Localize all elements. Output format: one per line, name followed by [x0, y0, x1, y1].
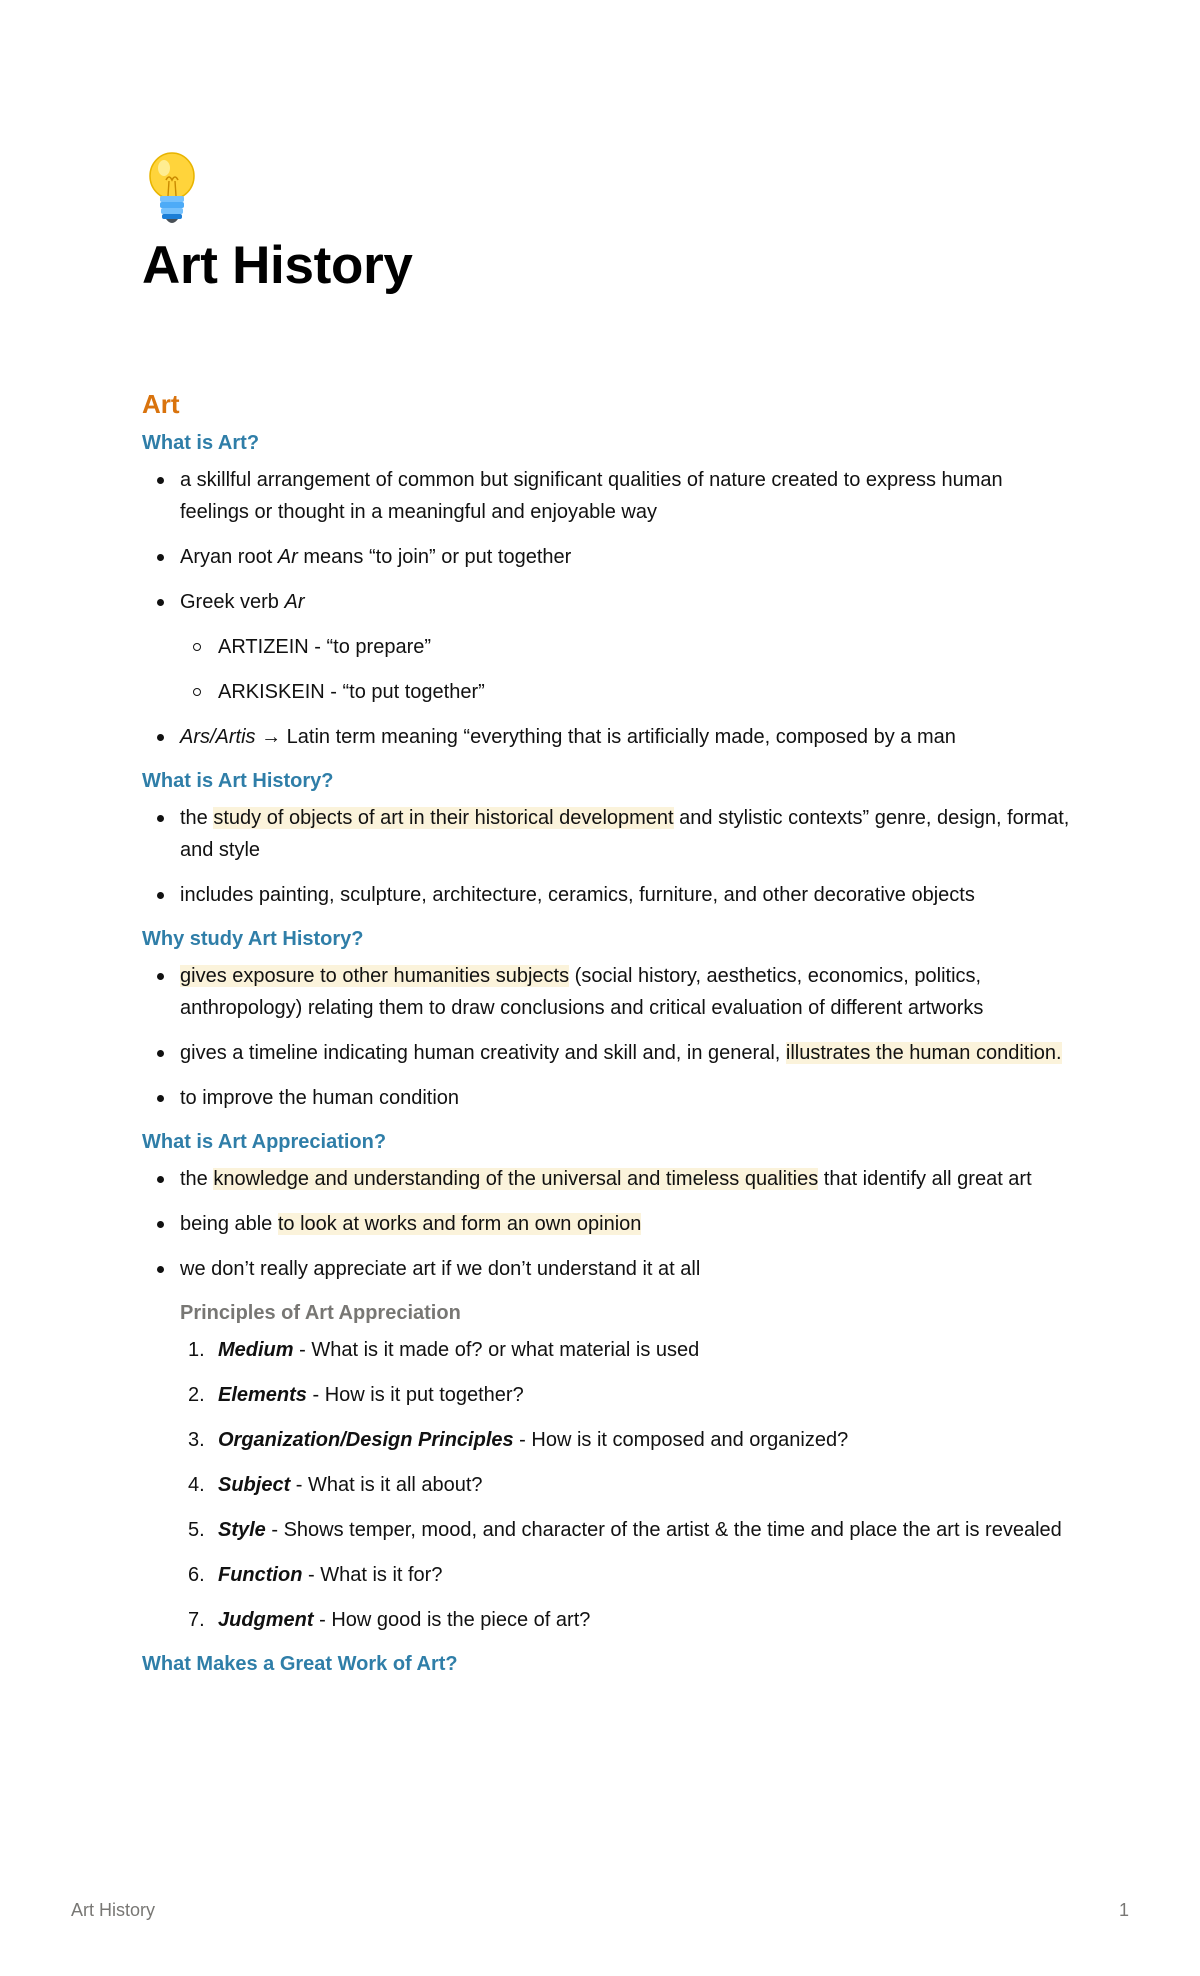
sub-list-item: ARTIZEIN - “to prepare”: [142, 631, 1072, 663]
footer-title: Art History: [71, 1900, 156, 1920]
highlighted-text: gives exposure to other humanities subjects: [180, 964, 570, 987]
highlighted-text: knowledge and understanding of the universal and timeless qualities: [213, 1167, 819, 1190]
appreciation-list: [142, 1163, 1072, 1285]
heading-what-is-art-history: What is Art History?: [142, 769, 334, 792]
art-history-list: [142, 802, 1072, 911]
heading-great-work: What Makes a Great Work of Art?: [142, 1652, 458, 1675]
heading-what-is-appreciation: What is Art Appreciation?: [142, 1130, 387, 1153]
principle-item: 1. Medium - What is it made of? or what material is used: [188, 1338, 700, 1361]
list-item: Aryan root Ar means “to join” or put together: [142, 541, 1072, 573]
list-item: a skillful arrangement of common but significant qualities of nature created to express human feelings or thought in a meaningful and enjoyable way: [142, 464, 1072, 528]
list-item: we don’t really appreciate art if we don’t understand it at all: [142, 1253, 1072, 1285]
sub-list-item: ARKISKEIN - “to put together”: [142, 676, 1072, 708]
list-item: to improve the human condition: [142, 1082, 1072, 1114]
principle-item: 6. Function - What is it for?: [188, 1563, 443, 1586]
principle-item: 7. Judgment - How good is the piece of art?: [188, 1608, 591, 1631]
page-footer: [71, 1900, 1129, 1921]
principles-list: [142, 1334, 1072, 1636]
list-item: the knowledge and understanding of the universal and timeless qualities that identify all great art: [142, 1163, 1072, 1195]
highlighted-text: illustrates the human condition.: [785, 1041, 1062, 1064]
document-page: [142, 150, 1072, 1679]
principle-item: 5. Style - Shows temper, mood, and character of the artist & the time and place the art is revealed: [188, 1518, 1062, 1541]
list-item: the study of objects of art in their historical development and stylistic contexts” genre, design, format, and style: [142, 802, 1072, 866]
list-item: being able to look at works and form an own opinion: [142, 1208, 1072, 1240]
page-title: Art History: [142, 236, 413, 295]
highlighted-text: to look at works and form an own opinion: [277, 1212, 642, 1235]
list-item: gives a timeline indicating human creativity and skill and, in general, illustrates the human condition.: [142, 1037, 1072, 1069]
list-item: gives exposure to other humanities subjects (social history, aesthetics, economics, politics, anthropology) relating them to draw conclusions and critical evaluation of different artworks: [142, 960, 1072, 1024]
list-item: Greek verb Ar: [142, 586, 1072, 618]
section-heading-art: Art: [142, 388, 180, 419]
light-bulb-icon: [142, 150, 202, 230]
principle-item: 3. Organization/Design Principles - How is it composed and organized?: [188, 1428, 849, 1451]
list-item: Ars/Artis → Latin term meaning “everything that is artificially made, composed by a man: [142, 721, 1072, 753]
principle-item: 4. Subject - What is it all about?: [188, 1473, 483, 1496]
why-study-list: [142, 960, 1072, 1114]
heading-why-study: Why study Art History?: [142, 927, 364, 950]
highlighted-text: study of objects of art in their historical development: [213, 806, 674, 829]
page-number: 1: [1118, 1900, 1129, 1920]
list-item: includes painting, sculpture, architecture, ceramics, furniture, and other decorative objects: [142, 879, 1072, 911]
heading-principles: Principles of Art Appreciation: [180, 1301, 461, 1324]
principle-item: 2. Elements - How is it put together?: [188, 1383, 524, 1406]
what-is-art-list: [142, 464, 1072, 753]
heading-what-is-art: What is Art?: [142, 431, 260, 454]
